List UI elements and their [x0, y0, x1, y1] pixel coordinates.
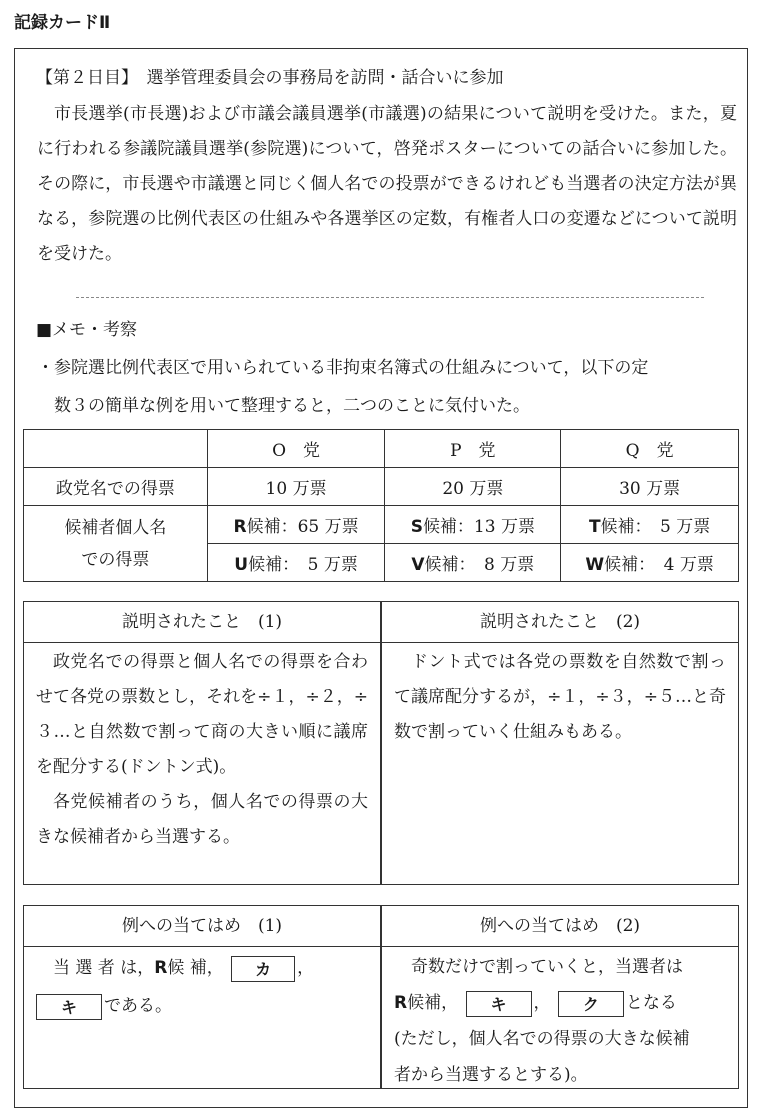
card-title: 記録カードⅡ	[14, 13, 111, 33]
candidate-letter: R	[233, 517, 247, 537]
example-1-r-letter: R	[154, 958, 168, 978]
example-2-header: 例への当てはめ (2)	[382, 906, 738, 947]
party-p-header: P 党	[385, 430, 561, 468]
party-o-votes: 10 万票	[207, 468, 385, 506]
candidate-letter: T	[588, 517, 601, 537]
explained-1-box	[23, 601, 381, 885]
candidate-t-cell	[561, 506, 739, 544]
memo-line-2: 数３の簡単な例を用いて整理すると，二つのことに気付いた。	[54, 396, 530, 416]
explained-2-box	[381, 601, 739, 885]
candidate-votes: 候補：13 万票	[422, 517, 535, 537]
explained-2-body	[382, 643, 738, 750]
day2-heading: 【第２日目】 選挙管理委員会の事務局を訪問・話合いに参加	[36, 68, 504, 88]
example-1-mid: 候 補，	[167, 958, 224, 978]
example-1-body	[24, 947, 380, 1025]
explained-1-para-1: 政党名での得票と個人名での得票を合わせて各党の票数とし，それを÷１，÷２，÷３…と自然数で割って商の大きい順に議席を配分する(ドントン式)。	[36, 652, 368, 777]
memo-line-1: ・参院選比例代表区で用いられている非拘束名簿式の仕組みについて，以下の定	[37, 358, 649, 378]
party-q-header: Q 党	[561, 430, 739, 468]
day2-body	[37, 97, 737, 272]
explained-2-header: 説明されたこと (2)	[382, 602, 738, 643]
example-1-line-1	[36, 949, 368, 987]
table-corner-cell	[24, 430, 208, 468]
memo-heading: ■メモ・考察	[36, 320, 138, 340]
row-label-candidate-line1: 候補者個人名	[64, 517, 167, 538]
table-row	[24, 506, 739, 544]
example-1-line-2	[36, 987, 368, 1025]
candidate-votes: 候補： 5 万票	[248, 555, 358, 575]
answer-box-ki[interactable]: キ	[36, 994, 102, 1020]
candidate-s-cell	[385, 506, 561, 544]
memo-body	[37, 349, 737, 425]
example-1-box	[23, 905, 381, 1089]
example-1-post: である。	[104, 996, 172, 1016]
party-p-votes: 20 万票	[385, 468, 561, 506]
table-row	[24, 468, 739, 506]
explained-1-header: 説明されたこと (1)	[24, 602, 380, 643]
candidate-w-cell	[561, 544, 739, 582]
candidate-votes: 候補： 4 万票	[604, 555, 714, 575]
example-2-line-1: 奇数だけで割っていくと，当選者は	[411, 957, 683, 977]
example-2-body	[382, 947, 738, 1093]
dashed-divider	[76, 297, 704, 298]
example-2-box	[381, 905, 739, 1089]
candidate-votes: 候補： 5 万票	[600, 517, 711, 537]
party-o-header: O 党	[207, 430, 385, 468]
table-row	[24, 430, 739, 468]
explained-1-body	[24, 643, 380, 855]
candidate-r-cell	[207, 506, 385, 544]
example-2-note-1: (ただし，個人名での得票の大きな候補	[394, 1029, 690, 1049]
example-2-mid: 候補，	[407, 993, 459, 1013]
answer-box-ka[interactable]: カ	[231, 956, 295, 982]
row-label-party-votes: 政党名での得票	[24, 468, 208, 506]
candidate-letter: V	[411, 555, 425, 575]
example-1-comma: ，	[297, 958, 315, 978]
row-label-candidate-votes	[24, 506, 208, 582]
vote-table	[23, 429, 739, 582]
example-2-note-2: 者から当選するとする)。	[394, 1065, 588, 1085]
candidate-v-cell	[385, 544, 561, 582]
answer-box-ku[interactable]: ク	[558, 991, 624, 1017]
answer-box-ki-2[interactable]: キ	[466, 991, 532, 1017]
example-2-r-letter: R	[394, 993, 408, 1013]
record-card-frame	[14, 48, 748, 1108]
example-2-comma: ，	[533, 993, 551, 1013]
candidate-votes: 候補： 8 万票	[424, 555, 535, 575]
candidate-letter: W	[585, 555, 605, 575]
candidate-letter: S	[410, 517, 423, 537]
party-q-votes: 30 万票	[561, 468, 739, 506]
explained-2-para-1: ドント式では各党の票数を自然数で割って議席配分するが，÷１，÷３，÷５…と奇数で割っていく仕組みもある。	[394, 652, 726, 742]
candidate-votes: 候補：65 万票	[246, 517, 359, 537]
row-label-candidate-line2: での得票	[81, 549, 150, 570]
example-1-header: 例への当てはめ (1)	[24, 906, 380, 947]
candidate-u-cell	[207, 544, 385, 582]
day2-body-text: 市長選挙(市長選)および市議会議員選挙(市議選)の結果について説明を受けた。また，夏に行われる参議院議員選挙(参院選)について，啓発ポスターについての話合いに参加した。その際に，市長選や市議選と同じく個人名での投票ができるけれども当選者の決定方法が異なる，参院選の比例代表区の仕組みや各選挙区の定数，有権者人口の変遷などについて説明を受けた。	[37, 104, 737, 264]
example-2-line-2	[394, 985, 726, 1021]
example-1-pre: 当 選 者 は，	[53, 958, 155, 978]
explained-1-para-2: 各党候補者のうち，個人名での得票の大きな候補者から当選する。	[36, 792, 368, 847]
example-2-after: となる	[625, 993, 677, 1013]
candidate-letter: U	[234, 555, 249, 575]
